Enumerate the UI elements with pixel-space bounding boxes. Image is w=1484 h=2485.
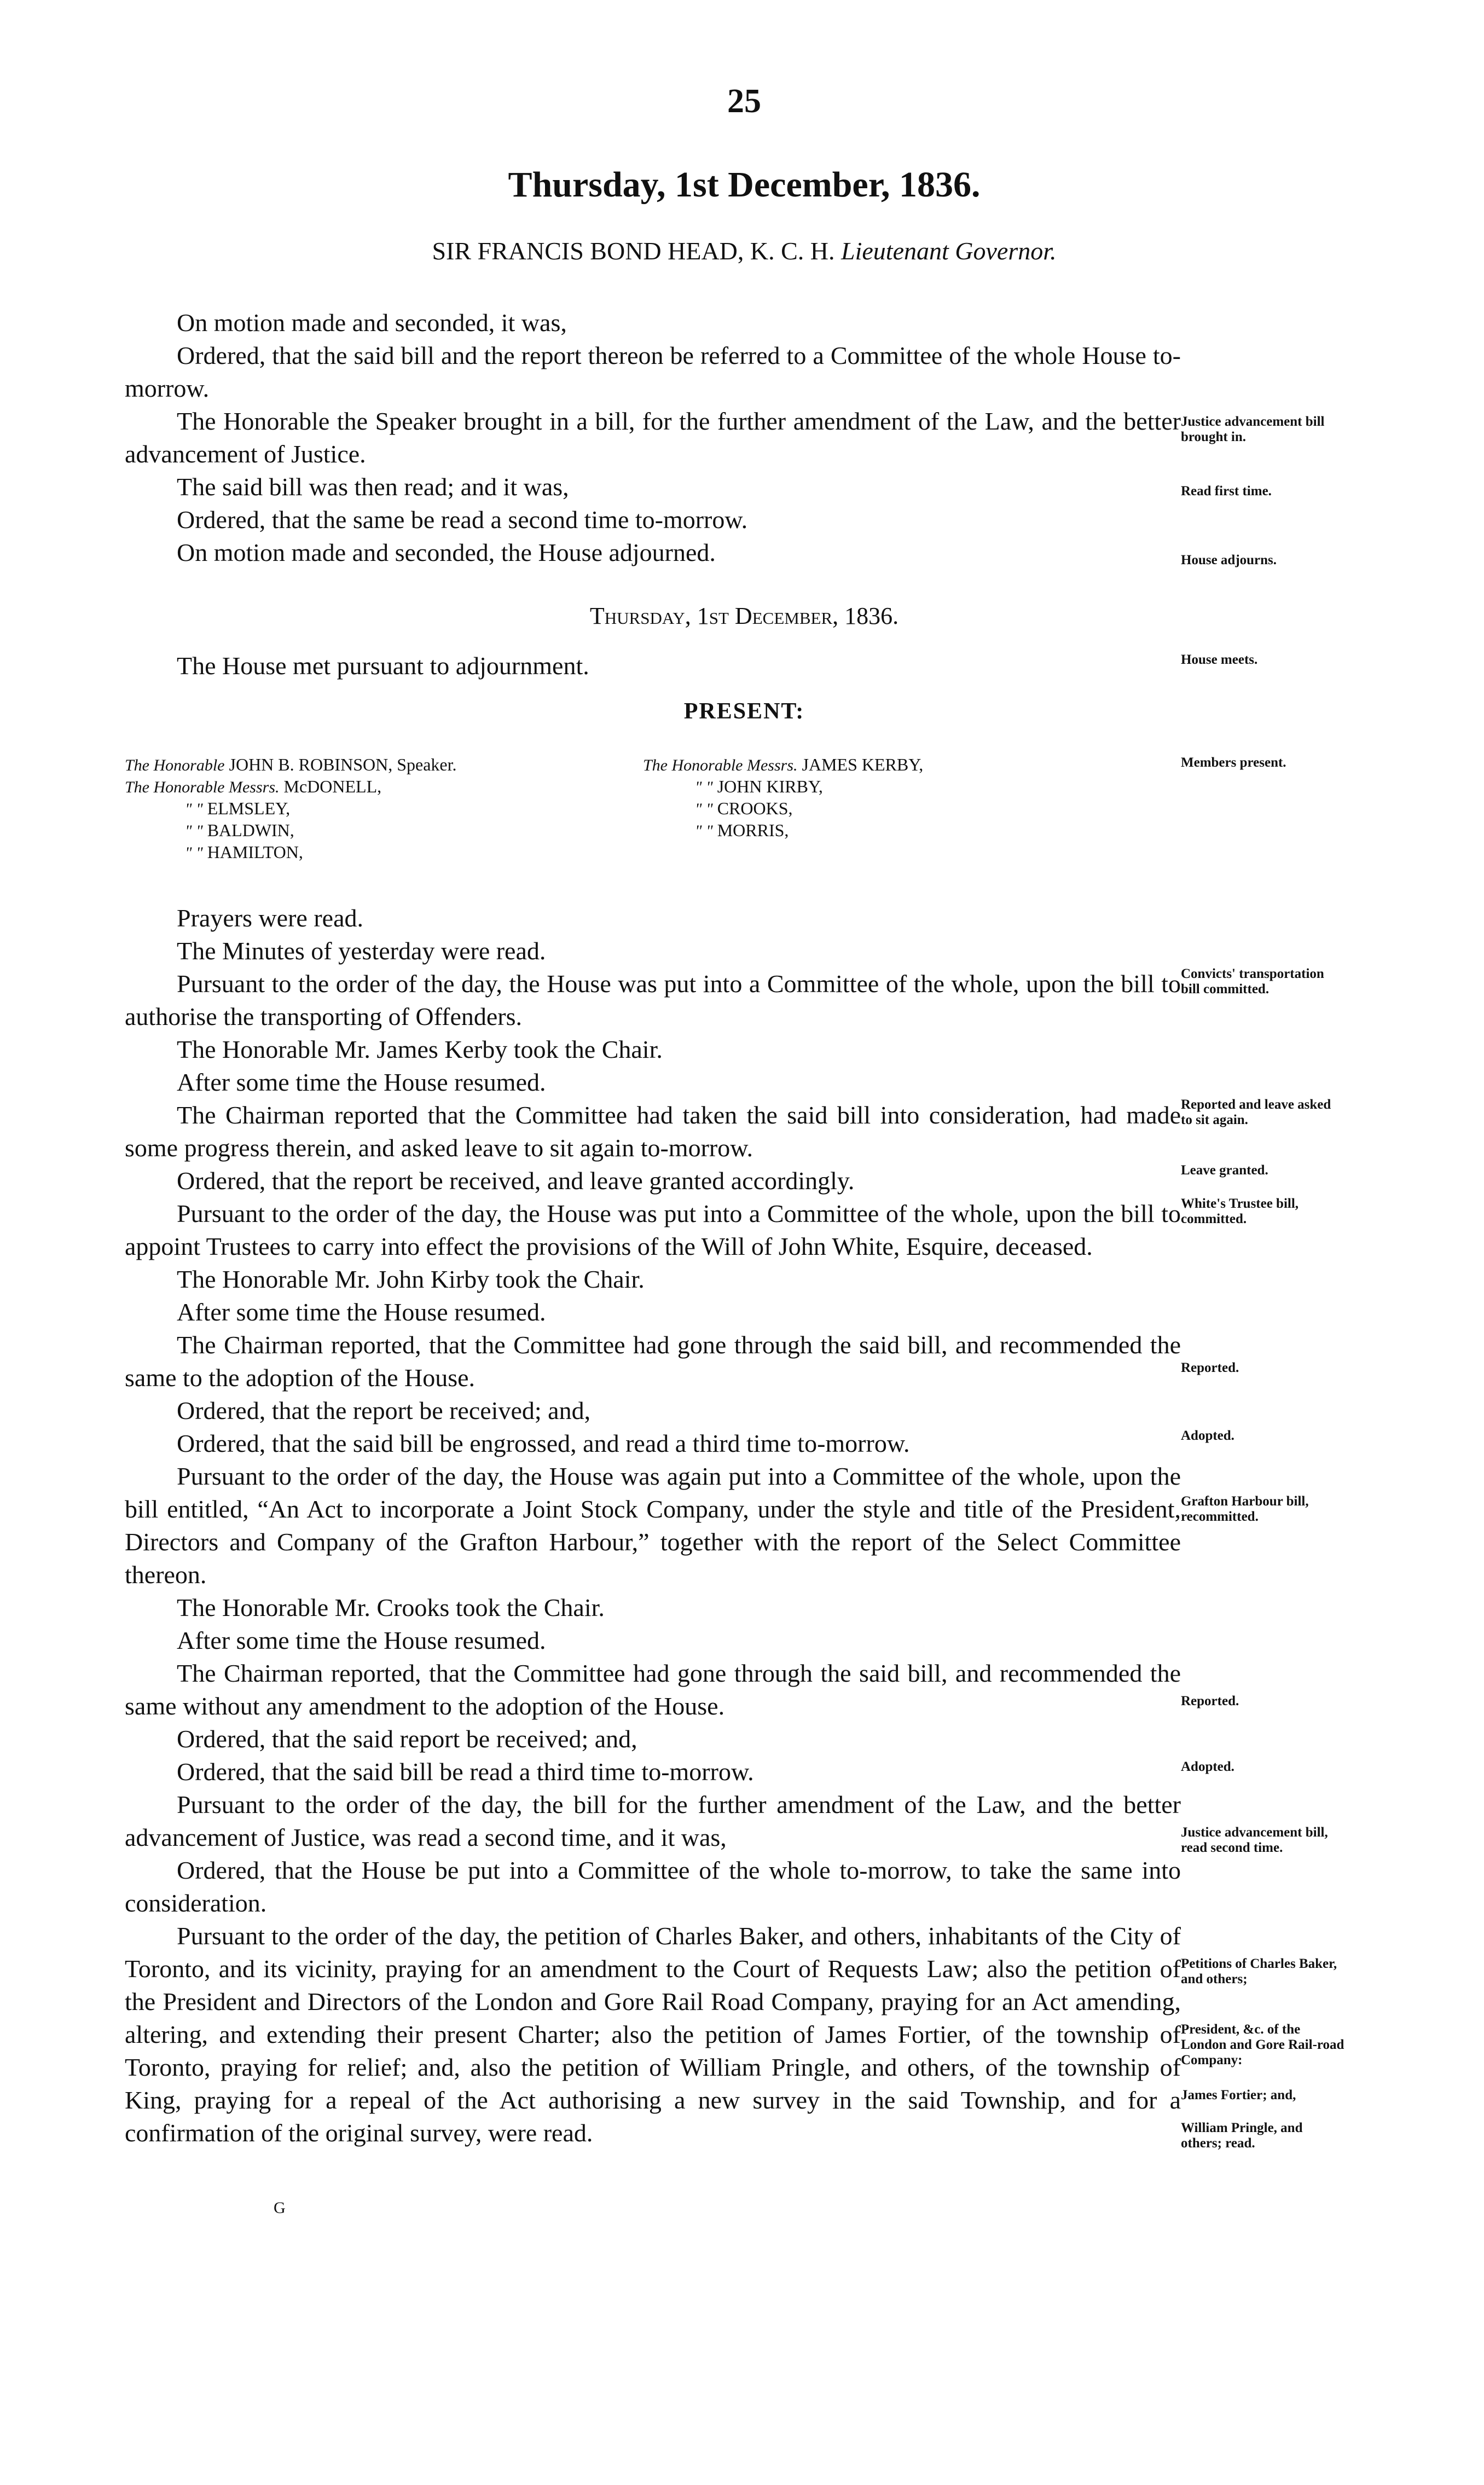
member-row	[643, 754, 923, 776]
margin-note: House adjourns.	[1181, 553, 1277, 567]
members-right	[643, 754, 923, 842]
member-row	[643, 798, 923, 820]
margin-note: President, &c. of the London and Gore Rail-road Company:	[1181, 2022, 1344, 2067]
margin-note: James Fortier; and,	[1181, 2088, 1296, 2102]
margin-note: Members present.	[1181, 755, 1286, 770]
margin-note: Adopted.	[1181, 1428, 1234, 1443]
member-name: JOHN KIRBY,	[717, 777, 823, 796]
page-number: 25	[727, 83, 761, 120]
margin-note: House meets.	[1181, 652, 1258, 667]
margin-note: Grafton Harbour bill, recommitted.	[1181, 1494, 1309, 1524]
margin-note: Leave granted.	[1181, 1163, 1268, 1178]
member-prefix: The Honorable	[125, 756, 225, 774]
paragraph: Ordered, that the report be received, and leave granted accordingly.	[177, 1167, 855, 1195]
paragraph: The Chairman reported, that the Committee had gone through the said bill, and recommended the same without any amendment to the adoption of the House.	[125, 1659, 1181, 1720]
member-name: HAMILTON,	[207, 842, 303, 862]
member-prefix: The Honorable Messrs.	[643, 756, 798, 774]
top-paragraphs	[125, 306, 1181, 569]
member-row	[643, 820, 923, 842]
member-prefix: " "	[185, 844, 203, 862]
paragraph: The Honorable the Speaker brought in a bill, for the further amendment of the Law, and the better advancement of Justice.	[125, 407, 1181, 468]
paragraph: The Chairman reported, that the Committee had gone through the said bill, and recommended the same to the adoption of the House.	[125, 1331, 1181, 1392]
member-row	[125, 820, 457, 842]
paragraph: Prayers were read.	[177, 904, 363, 932]
governor-name: SIR FRANCIS BOND HEAD, K. C. H.	[432, 237, 835, 265]
paragraph: The Minutes of yesterday were read.	[177, 937, 546, 965]
governor-title: Lieutenant Governor.	[841, 237, 1057, 265]
session-heading: Thursday, 1st December, 1836.	[589, 603, 899, 629]
member-prefix: " "	[695, 822, 713, 840]
paragraph: Pursuant to the order of the day, the petition of Charles Baker, and others, inhabitants of the City of Toronto, and its vicinity, praying for an amendment to the Court of Requests Law; also the petition of the President and Directors of the London and Gore Rail Road Company, praying for an Act amending, altering, and extending their present Charter; also the petition of James Fortier, of the township of Toronto, praying for relief; and, also the petition of William Pringle, and others, of the township of King, praying for a repeal of the Act authorising a new survey in the said Township, and for a confirmation of the original survey, were read.	[125, 1922, 1181, 2147]
member-row	[125, 798, 457, 820]
paragraph: Ordered, that the said bill be read a third time to-morrow.	[177, 1758, 754, 1786]
paragraph: Ordered, that the same be read a second time to-morrow.	[177, 506, 748, 534]
margin-note: Read first time.	[1181, 484, 1272, 499]
member-name: CROOKS,	[717, 798, 793, 818]
paragraph: Ordered, that the report be received; and,	[177, 1397, 591, 1424]
margin-note: Reported.	[1181, 1694, 1239, 1708]
member-name: BALDWIN,	[207, 820, 294, 840]
governor-line	[306, 236, 1182, 265]
paragraph: On motion made and seconded, the House adjourned.	[177, 538, 716, 566]
main-paragraphs	[125, 902, 1181, 2150]
paragraph: Ordered, that the said report be received; and,	[177, 1725, 637, 1753]
paragraph: The Honorable Mr. Crooks took the Chair.	[177, 1594, 605, 1621]
paragraph: After some time the House resumed.	[177, 1298, 546, 1326]
member-name: ELMSLEY,	[207, 798, 291, 818]
margin-note: Justice advancement bill, read second time.	[1181, 1825, 1328, 1855]
member-name: JAMES KERBY,	[802, 755, 924, 774]
member-name: MORRIS,	[717, 820, 789, 840]
member-name: McDONELL,	[283, 777, 382, 796]
margin-note: Convicts' transportation bill committed.	[1181, 966, 1324, 997]
paragraph: The Honorable Mr. James Kerby took the Chair.	[177, 1035, 663, 1063]
member-row	[643, 776, 923, 798]
paragraph: After some time the House resumed.	[177, 1068, 546, 1096]
paragraph: Pursuant to the order of the day, the House was put into a Committee of the whole, upon the bill to authorise the transporting of Offenders.	[125, 970, 1181, 1030]
members-left	[125, 754, 457, 864]
paragraph: Ordered, that the said bill and the report thereon be referred to a Committee of the whole House to-morrow.	[125, 341, 1181, 402]
member-name: JOHN B. ROBINSON, Speaker.	[229, 755, 457, 774]
margin-note: Justice advancement bill brought in.	[1181, 414, 1325, 444]
margin-note: William Pringle, and others; read.	[1181, 2121, 1303, 2151]
paragraph: Pursuant to the order of the day, the House was again put into a Committee of the whole, upon the bill entitled, “An Act to incorporate a Joint Stock Company, under the style and title of the President, Directors and Company of the Grafton Harbour,” together with the report of the Select Committee thereon.	[125, 1462, 1181, 1589]
paragraph: After some time the House resumed.	[177, 1626, 546, 1654]
margin-note: Adopted.	[1181, 1759, 1234, 1774]
house-met: The House met pursuant to adjournment.	[177, 652, 589, 680]
member-prefix: " "	[695, 800, 713, 818]
paragraph: Ordered, that the said bill be engrossed, and read a third time to-morrow.	[177, 1429, 910, 1457]
member-row	[125, 754, 457, 776]
member-prefix: " "	[185, 822, 203, 840]
paragraph: The Honorable Mr. John Kirby took the Chair.	[177, 1265, 645, 1293]
present-heading: PRESENT:	[683, 699, 805, 724]
margin-note: White's Trustee bill, committed.	[1181, 1196, 1299, 1226]
paragraph: The said bill was then read; and it was,	[177, 473, 569, 501]
member-row	[125, 842, 457, 864]
member-row	[125, 776, 457, 798]
member-prefix: The Honorable Messrs.	[125, 778, 280, 796]
margin-note: Reported.	[1181, 1360, 1239, 1375]
page-title: Thursday, 1st December, 1836.	[508, 165, 981, 205]
member-prefix: " "	[695, 778, 713, 796]
paragraph: The Chairman reported that the Committee had taken the said bill into consideration, had made some progress therein, and asked leave to sit again to-morrow.	[125, 1101, 1181, 1162]
margin-note: Reported and leave asked to sit again.	[1181, 1097, 1331, 1127]
paragraph: Ordered, that the House be put into a Committee of the whole to-morrow, to take the same into consideration.	[125, 1856, 1181, 1917]
signature-mark: G	[274, 2199, 286, 2217]
margin-note: Petitions of Charles Baker, and others;	[1181, 1956, 1337, 1986]
paragraph: Pursuant to the order of the day, the bill for the further amendment of the Law, and the better advancement of Justice, was read a second time, and it was,	[125, 1791, 1181, 1851]
paragraph: On motion made and seconded, it was,	[177, 309, 567, 337]
paragraph: Pursuant to the order of the day, the House was put into a Committee of the whole, upon the bill to appoint Trustees to carry into effect the provisions of the Will of John White, Esquire, deceased.	[125, 1200, 1181, 1260]
member-prefix: " "	[185, 800, 203, 818]
